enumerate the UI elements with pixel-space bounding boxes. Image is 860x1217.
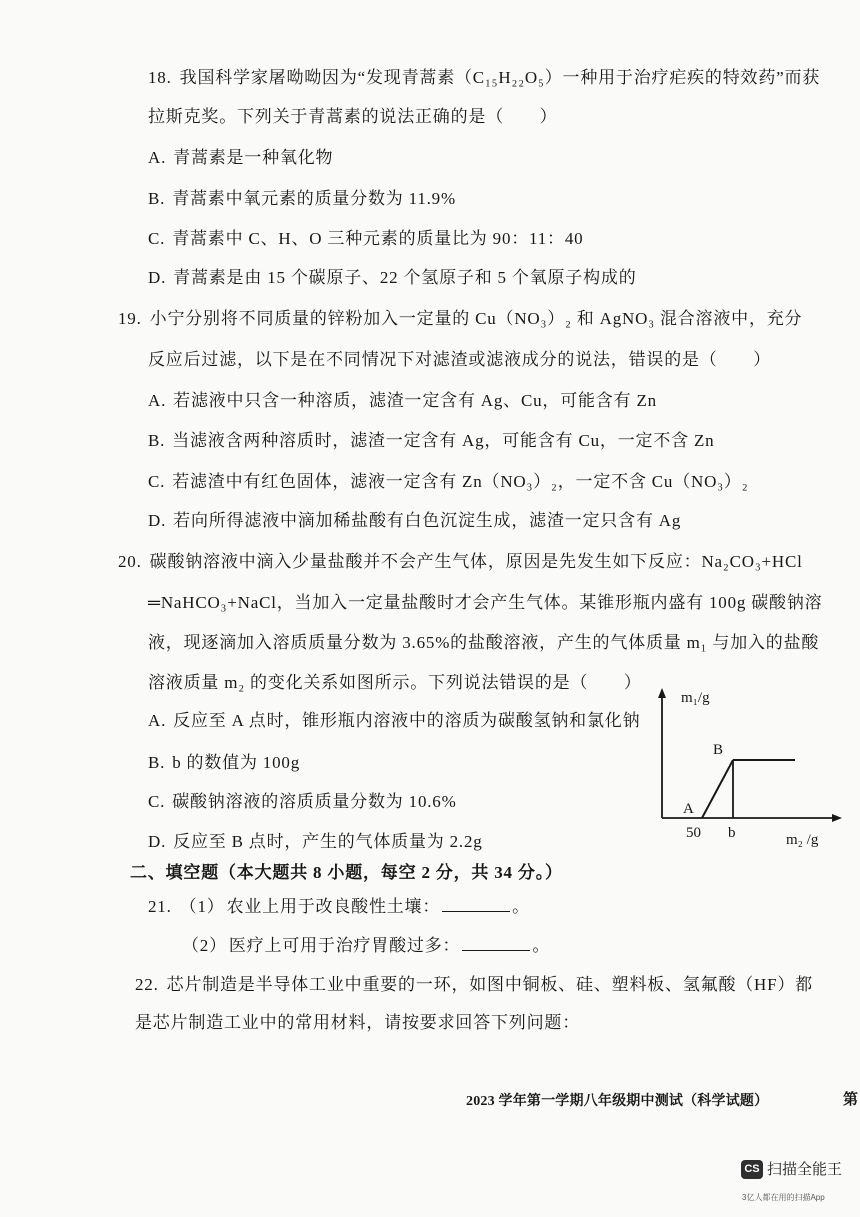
- option-label: B.: [148, 189, 166, 208]
- option-label: C.: [148, 792, 166, 811]
- option-text: 反应至 B 点时，产生的气体质量为 2.2g: [173, 832, 483, 851]
- answer-blank: [442, 897, 510, 912]
- part-label: （1）: [179, 897, 225, 916]
- q19-option-b: [148, 431, 714, 451]
- q22-stem-line-1: [135, 975, 813, 995]
- part-text: 农业上用于改良酸性土壤：: [226, 897, 441, 916]
- option-text: 若向所得滤液中滴加稀盐酸有白色沉淀生成，滤渣一定只含有 Ag: [173, 511, 682, 530]
- q18-option-b: [148, 189, 456, 209]
- q20-option-a: [148, 711, 640, 731]
- q18-stem-line-2: [148, 107, 557, 127]
- stem-text: ═NaHCO₃+NaCl，当加入一定量盐酸时才会产生气体。某锥形瓶内盛有 100g 碳酸钠溶: [148, 593, 823, 612]
- q21-part-1: [148, 897, 530, 917]
- option-text: 反应至 A 点时，锥形瓶内溶液中的溶质为碳酸氢钠和氯化钠: [173, 711, 641, 730]
- stem-text: 碳酸钠溶液中滴入少量盐酸并不会产生气体，原因是先发生如下反应：Na₂CO₃+HCl: [149, 552, 803, 571]
- option-label: D.: [148, 511, 167, 530]
- q18-option-d: [148, 268, 637, 288]
- option-label: C.: [148, 229, 166, 248]
- option-text: b 的数值为 100g: [172, 753, 301, 772]
- option-text: 当滤液含两种溶质时，滤渣一定含有 Ag，可能含有 Cu，一定不含 Zn: [172, 431, 715, 450]
- question-number: 22.: [135, 975, 159, 994]
- point-b-label: B: [713, 742, 724, 758]
- option-text: 若滤液中只含一种溶质，滤渣一定含有 Ag、Cu，可能含有 Zn: [173, 391, 657, 410]
- stem-text: 液，现逐滴加入溶质质量分数为 3.65%的盐酸溶液，产生的气体质量 m₁ 与加入的盐酸: [148, 633, 820, 652]
- q18-option-c: [148, 229, 583, 249]
- end-mark: 。: [532, 936, 551, 955]
- option-text: 青蒿素中氧元素的质量分数为 11.9%: [172, 189, 456, 208]
- q19-option-d: [148, 511, 681, 531]
- point-a-label: A: [683, 801, 694, 817]
- y-axis-arrow: [658, 688, 666, 698]
- question-number: 19.: [118, 309, 142, 328]
- stem-text: 溶液质量 m₂ 的变化关系如图所示。下列说法错误的是（ ）: [148, 673, 642, 692]
- q21-part-2: [182, 936, 550, 956]
- q20-stem-line-1: [118, 552, 803, 572]
- end-mark: 。: [512, 897, 530, 916]
- stem-text: 反应后过滤，以下是在不同情况下对滤渣或滤液成分的说法，错误的是（ ）: [148, 350, 771, 369]
- stem-text: 拉斯克奖。下列关于青蒿素的说法正确的是（ ）: [148, 107, 558, 126]
- q19-stem-line-1: [118, 309, 802, 329]
- x-axis-arrow: [832, 814, 842, 822]
- option-text: 碳酸钠溶液的溶质质量分数为 10.6%: [172, 792, 457, 811]
- answer-blank: [462, 936, 530, 951]
- question-number: 20.: [118, 552, 142, 571]
- option-label: B.: [148, 753, 166, 772]
- option-text: 若滤渣中有红色固体，滤液一定含有 Zn（NO₃）₂，一定不含 Cu（NO₃）₂: [172, 472, 749, 491]
- option-label: A.: [148, 148, 167, 167]
- q20-option-c: [148, 792, 457, 812]
- part-label: （2）: [182, 936, 227, 955]
- q18-stem-line-1: [148, 68, 820, 88]
- q20-gas-mass-figure: [650, 685, 845, 850]
- q19-option-c: [148, 472, 748, 492]
- q18-option-a: [148, 148, 333, 168]
- stem-text: 我国科学家屠呦呦因为“发现青蒿素（C₁₅H₂₂O₅）一种用于治疗疟疾的特效药”而获: [179, 68, 821, 87]
- camscanner-logo-icon: CS: [741, 1160, 763, 1179]
- page-number-prefix: 第: [843, 1092, 859, 1108]
- q20-stem-line-2: [148, 593, 822, 613]
- tick-label-50: 50: [686, 825, 701, 841]
- stem-text: 芯片制造是半导体工业中重要的一环，如图中铜板、硅、塑料板、氢氟酸（HF）都: [166, 975, 813, 994]
- q19-option-a: [148, 391, 657, 411]
- option-label: B.: [148, 431, 166, 450]
- q20-option-d: [148, 832, 483, 852]
- option-label: A.: [148, 391, 167, 410]
- q20-stem-line-4: [148, 673, 642, 693]
- option-text: 青蒿素中 C、H、O 三种元素的质量比为 90：11：40: [172, 229, 584, 248]
- question-number: 18.: [148, 68, 172, 87]
- option-label: C.: [148, 472, 166, 491]
- option-label: D.: [148, 268, 167, 287]
- camscanner-app-name: 扫描全能王: [767, 1161, 843, 1178]
- camscanner-tagline: 3亿人都在用的扫描App: [742, 1193, 825, 1202]
- tick-label-b: b: [728, 825, 736, 841]
- option-label: A.: [148, 711, 167, 730]
- curve-rising-segment: [702, 760, 733, 818]
- section-heading-text: 二、填空题（本大题共 8 小题，每空 2 分，共 34 分。）: [130, 863, 563, 882]
- question-number: 21.: [148, 897, 172, 916]
- y-axis-label: m₁/g: [681, 690, 710, 706]
- q20-stem-line-3: [148, 633, 819, 653]
- q19-stem-line-2: [148, 350, 771, 370]
- option-text: 青蒿素是由 15 个碳原子、22 个氢原子和 5 个氧原子构成的: [173, 268, 637, 287]
- q20-option-b: [148, 753, 300, 773]
- exam-footer-title: 2023 学年第一学期八年级期中测试（科学试题）: [466, 1094, 769, 1109]
- option-text: 青蒿素是一种氧化物: [173, 148, 334, 167]
- section-heading-fill-in: [130, 863, 563, 883]
- q22-stem-line-2: [135, 1013, 580, 1033]
- stem-text: 是芯片制造工业中的常用材料，请按要求回答下列问题：: [135, 1013, 580, 1032]
- option-label: D.: [148, 832, 167, 851]
- x-axis-label: m₂ /g: [786, 832, 819, 848]
- stem-text: 小宁分别将不同质量的锌粉加入一定量的 Cu（NO₃）₂ 和 AgNO₃ 混合溶液中，充分: [149, 309, 803, 328]
- part-text: 医疗上可用于治疗胃酸过多：: [228, 936, 461, 955]
